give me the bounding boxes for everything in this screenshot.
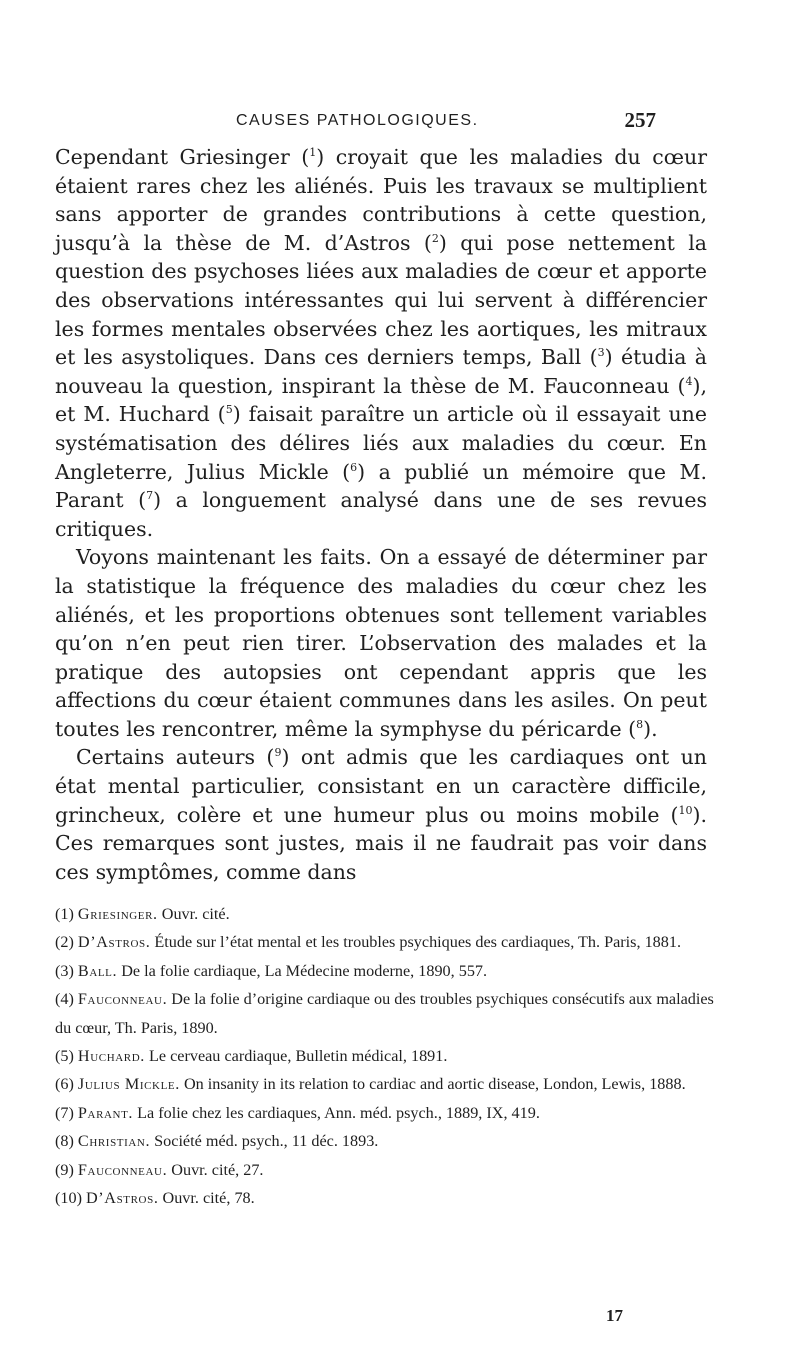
text-run: ). Ces remarques sont justes, mais il ne faudrait pas voir dans ces symptômes, comme dans	[55, 802, 707, 884]
text-run: ), et M. Huchard (	[55, 373, 707, 427]
footnote-number: (9)	[55, 1160, 74, 1179]
footnote-author: Ball.	[77, 961, 118, 980]
footnote-text: Société méd. psych., 11 déc. 1893.	[154, 1132, 379, 1151]
page-number: 257	[624, 108, 656, 132]
text-run: Voyons maintenant les faits. On a essayé de déterminer par la statistique la fréquence des maladies du cœur chez les aliénés, et les proportions obtenues sont tellement variables qu’on n’en peut rien tirer. L’observation des malades et la pratique des autopsies ont cependant appris que les affections du cœur étaient communes dans les asiles. On peut toutes les rencontrer, même la symphyse du péricarde (	[55, 545, 707, 741]
footnotes	[55, 900, 720, 1212]
text-run: ) croyait que les maladies du cœur étaient rares chez les aliénés. Puis les travaux se multiplient sans apporter de grandes contributions à cette question, jusqu’à la thèse de M. d’Astros (	[55, 145, 707, 255]
footnote-ref: 8	[636, 717, 644, 731]
footnote-text: On insanity in its relation to cardiac and aortic disease, London, Lewis, 1888.	[183, 1075, 686, 1094]
text-run: Cependant Griesinger (	[55, 145, 310, 169]
footnote-text: De la folie cardiaque, La Médecine moderne, 1890, 557.	[121, 961, 488, 980]
text-run: ) a publié un mémoire que M. Parant (	[55, 459, 707, 513]
footnote-ref: 7	[146, 489, 154, 503]
footnote-text: Ouvr. cité, 78.	[162, 1189, 255, 1208]
text-run: ) ont admis que les cardiaques ont un état mental particulier, consistant en un caractère difficile, grincheux, colère et une humeur plus ou moins mobile (	[55, 745, 707, 827]
signature-mark: 17	[606, 1306, 623, 1325]
text-run: ) a longuement analysé dans une de ses revues critiques.	[55, 488, 707, 541]
footnote-text: Ouvr. cité, 27.	[171, 1160, 264, 1179]
footnote-text: Ouvr. cité.	[161, 905, 230, 923]
footnote-number: (6)	[55, 1075, 74, 1094]
footnote	[55, 1070, 720, 1098]
footnote-number: (5)	[55, 1047, 74, 1066]
footnote-ref: 6	[350, 460, 358, 474]
footnote-number: (7)	[55, 1103, 74, 1122]
paragraph	[55, 743, 707, 886]
footnote-text: Étude sur l’état mental et les troubles psychiques des cardiaques, Th. Paris, 1881.	[154, 933, 681, 952]
footnote-number: (3)	[55, 961, 74, 980]
text-run: Certains auteurs (	[76, 745, 275, 770]
footnote	[55, 985, 720, 1042]
footnote-author: Griesinger.	[77, 905, 158, 923]
text-run: ) étudia à nouveau la question, inspirant la thèse de M. Fauconneau (	[55, 345, 707, 398]
footnote-number: (4)	[55, 990, 74, 1009]
footnote-author: Fauconneau.	[77, 1160, 168, 1179]
footnote	[55, 957, 720, 985]
footnote-author: D’Astros.	[86, 1189, 159, 1208]
paragraph	[55, 543, 707, 743]
header-title: CAUSES PATHOLOGIQUES.	[236, 112, 479, 129]
paragraph	[55, 143, 707, 543]
text-run: ) faisait paraître un article où il essayait une systématisation des délires liés aux maladies du cœur. En Angleterre, Julius Mickle (	[55, 402, 707, 484]
footnote-author: Christian.	[77, 1132, 151, 1151]
footnote-ref: 2	[431, 231, 439, 245]
footnote-ref: 9	[274, 746, 282, 760]
footnote	[55, 1156, 720, 1184]
footnote	[55, 1042, 720, 1070]
footnote-text: Le cerveau cardiaque, Bulletin médical, 1891.	[148, 1047, 448, 1066]
footnote-number: (10)	[55, 1189, 82, 1208]
footnote-ref: 10	[678, 803, 693, 817]
footnote-ref: 1	[309, 146, 317, 159]
footnote-author: D’Astros.	[77, 933, 151, 952]
text-run: ).	[643, 716, 658, 741]
footnote-number: (2)	[55, 933, 74, 952]
footnote-author: Huchard.	[77, 1047, 145, 1066]
footnote-number: (1)	[55, 905, 74, 923]
footnote-author: Parant.	[77, 1103, 134, 1122]
footnote-ref: 3	[597, 346, 605, 360]
footnote	[55, 1127, 720, 1155]
text-run: ) qui pose nettement la question des psychoses liées aux maladies de cœur et apporte des observations intéressantes qui lui servent à différencier les formes mentales observées chez les aortiques, les mitraux et les asystoliques. Dans ces derniers temps, Ball (	[55, 230, 708, 370]
running-header	[236, 108, 656, 132]
footnote	[55, 900, 720, 928]
footnote-text: De la folie d’origine cardiaque ou des troubles psychiques consécutifs aux maladies du cœur, Th. Paris, 1890.	[55, 990, 714, 1037]
footnote-ref: 4	[685, 374, 693, 388]
footnote	[55, 928, 720, 956]
footnote-ref: 5	[225, 403, 233, 417]
footnote-author: Julius Mickle.	[77, 1075, 180, 1094]
main-text	[55, 143, 707, 886]
footnote-number: (8)	[55, 1132, 74, 1151]
footnote-author: Fauconneau.	[77, 990, 168, 1009]
footnote	[55, 1184, 720, 1212]
footnote	[55, 1099, 720, 1127]
footnote-text: La folie chez les cardiaques, Ann. méd. psych., 1889, IX, 419.	[137, 1103, 540, 1122]
